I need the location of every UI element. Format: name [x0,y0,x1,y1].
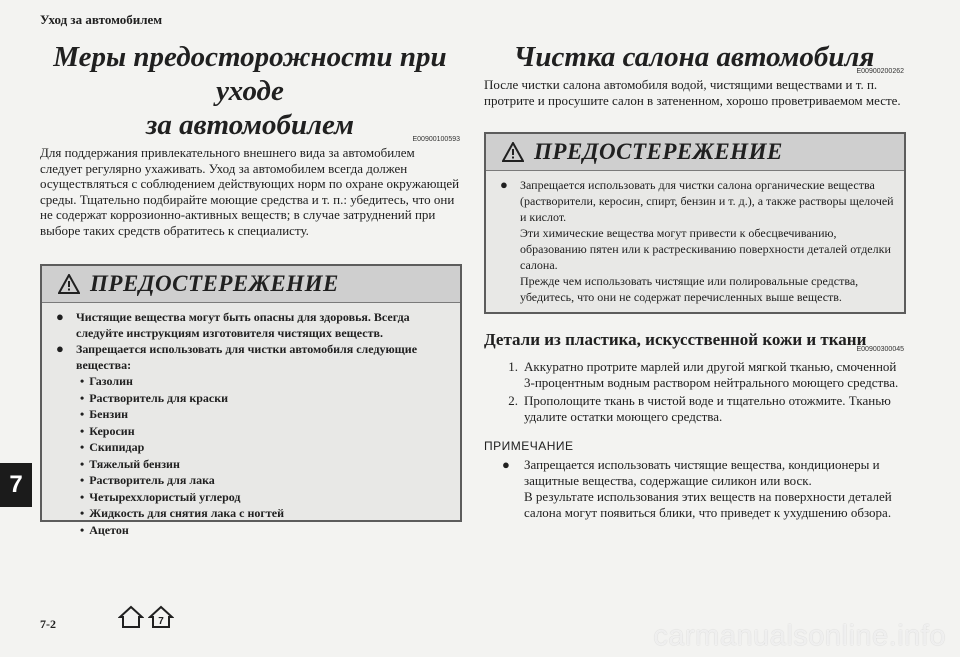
chapter-home-number: 7 [158,616,164,627]
list-item: • Газолин [80,373,450,390]
heading-line-2: за автомобилем [146,109,354,141]
list-item: • Тяжелый бензин [80,456,450,473]
warning-bullet [56,309,450,341]
warning-line: Эти химические вещества могут привести к обесцвечиванию, образованию пятен или к растрескиванию поверхности деталей отделки салона. [520,226,891,272]
list-item: • Ацетон [80,522,450,539]
warning-text [520,177,894,305]
warning-triangle-icon [502,142,524,162]
warning-title: ПРЕДОСТЕРЕЖЕНИЕ [90,271,339,296]
bullet-dot: ● [500,177,508,192]
warning-header [42,266,460,303]
note-text [524,457,904,521]
list-item: • Скипидар [80,439,450,456]
running-header: Уход за автомобилем [40,12,163,27]
subsection-code: E00900300045 [856,346,904,353]
home-icon[interactable] [118,604,144,630]
note-body [484,457,904,521]
warning-header [486,134,904,171]
step-number: 1. [508,359,518,374]
step-item [484,359,904,391]
forbidden-substances-list [56,373,450,538]
chapter-home-icon[interactable] [148,604,174,630]
warning-bullet [56,341,450,373]
warning-line: Запрещается использовать для чистки салона органические вещества (растворители, керосин, спирт, бензин и т. д.), а также растворы щелочей и кислот. [520,178,894,224]
chapter-tab: 7 [0,463,32,507]
warning-line: Прежде чем использовать чистящие или полировальные средства, убедитесь, что они не содержат перечисленных выше веществ. [520,274,859,304]
bullet-dot: ● [502,457,510,472]
step-number: 2. [508,393,518,408]
watermark: carmanualsonline.info [653,620,946,652]
interior-paragraph: После чистки салона автомобиля водой, чистящими веществами и т. п. протрите и просушите салон в затененном, хорошо проветриваемом месте. [484,77,901,108]
step-text: Аккуратно протрите марлей или другой мягкой тканью, смоченной 3-процентным водным раствором нейтрального моющего средства. [524,359,899,390]
warning-body [486,171,904,305]
right-column [484,40,904,521]
list-item: • Керосин [80,423,450,440]
warning-bullet [500,177,894,305]
step-text: Прополощите ткань в чистой воде и тщательно отожмите. Тканью удалите остатки моющего средства. [524,393,891,424]
list-item: • Жидкость для снятия лака с ногтей [80,505,450,522]
list-item: • Бензин [80,406,450,423]
note-line: В результате использования этих веществ на поверхности деталей салона могут появиться блики, что приведет к ухудшению обзора. [524,489,892,520]
steps-list [484,359,904,425]
left-column [40,40,460,537]
note-label: ПРИМЕЧАНИЕ [484,439,574,453]
list-item: • Четыреххлористый углерод [80,489,450,506]
warning-triangle-icon [58,274,80,294]
warning-title: ПРЕДОСТЕРЕЖЕНИЕ [534,139,783,164]
section-heading-precautions [40,40,460,142]
subsection-heading-plastic: Детали из пластика, искусственной кожи и ткани [484,330,867,349]
warning-text: Запрещается использовать для чистки автомобиля следующие вещества: [76,342,418,372]
note-line: Запрещается использовать чистящие вещества, кондиционеры и защитные вещества, содержащие силикон или воск. [524,457,880,488]
warning-box-interior [484,132,906,314]
page-number: 7-2 [40,617,56,631]
step-item [484,393,904,425]
list-item: • Растворитель для лака [80,472,450,489]
heading-line-1: Меры предосторожности при уходе [53,41,447,107]
warning-body [42,303,460,538]
section-heading-interior-cleaning: Чистка салона автомобиля [513,41,875,73]
intro-paragraph: Для поддержания привлекательного внешнего вида за автомобилем следует регулярно ухаживать. Уход за автомобилем всегда должен осуществляться с соблюдением действующих норм по охране окружающей среды. Тщательно подбирайте моющие средства и т. п.: убедитесь, что они не содержат коррозионно-активных веществ; в случае затруднений при выборе таких средств обратитесь к специалисту. [40,145,460,238]
section-code: E00900200262 [856,68,904,75]
list-item: • Растворитель для краски [80,390,450,407]
bullet-dot: ● [56,309,64,324]
nav-icons [118,604,174,630]
section-code: E00900100593 [412,136,460,143]
bullet-dot: ● [56,341,64,356]
warning-text: Чистящие вещества могут быть опасны для здоровья. Всегда следуйте инструкциям изготовителя чистящих веществ. [76,310,410,340]
warning-box-cleaning-agents [40,264,462,537]
